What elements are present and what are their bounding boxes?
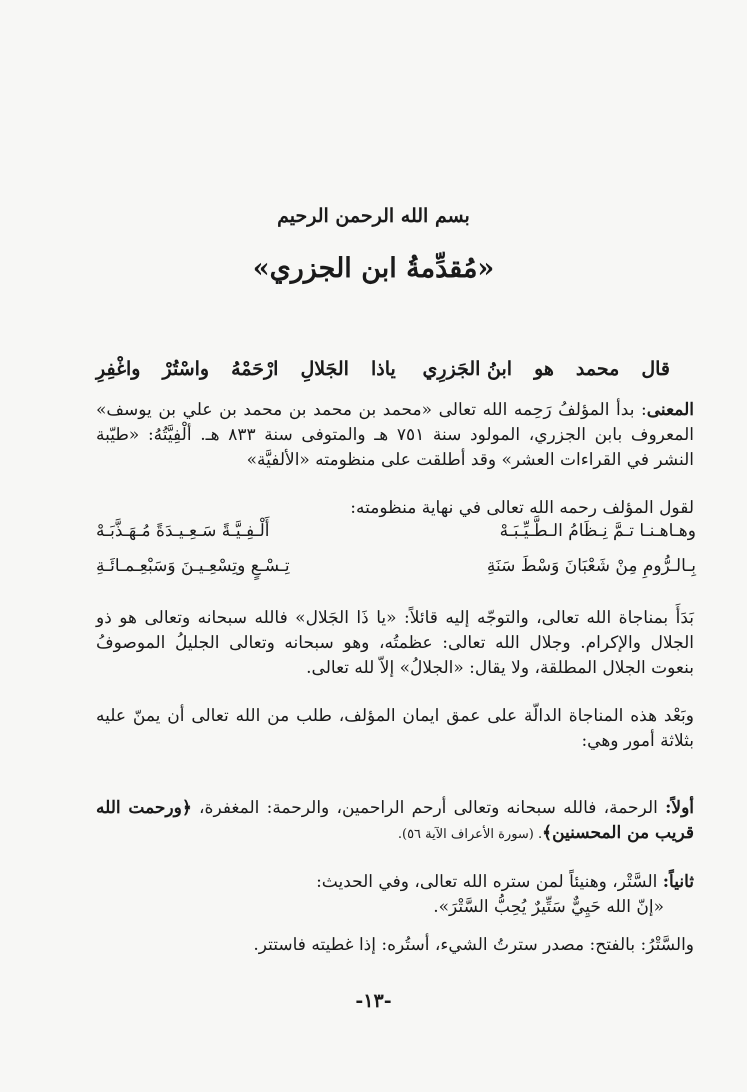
poem-hemistich: بِـالـرُّومِ مِنْ شَعْبَانَ وَسْطَ سَنَةِ: [486, 556, 696, 576]
verse-word: ياذا: [370, 358, 396, 380]
verse-word: واسْتُرْ: [162, 358, 210, 380]
paragraph-first-mercy: [96, 796, 694, 847]
poem-hemistich: تِـسْـعٍ وتِسْعِـيـنَ وَسَبْعِـمـائَـةِ: [96, 556, 290, 576]
poem-line-1: [96, 521, 696, 541]
meaning-text: : بدأ المؤلفُ رَحِمه الله تعالى «محمد بن محمد بن محمد بن علي بن يوسف» المعروف بابن الجزري، المولود سنة ٧٥١ هـ والمتوفى سنة ٨٣٣ هـ. ألْفِيَّتُهُ: «طيّبة النشر في القراءات العشر» وقد أطلقت على منظومته «الألفيَّة»: [96, 400, 694, 470]
poem-hemistich: وهـاهـنـا تـمَّ نِـظَامُ الـطَّـيِّـبَـهْ: [499, 521, 696, 541]
paragraph-second-covering: [96, 870, 694, 920]
basmala: بسم الله الرحمن الرحيم: [277, 205, 470, 227]
verse-word: واغْفِرِ: [96, 358, 141, 380]
meaning-label: المعنى: [646, 400, 694, 420]
verse-word: الجَلالِ: [300, 358, 349, 380]
page-title: «مُقدِّمةُ ابن الجزري»: [252, 253, 495, 284]
paragraph-requests: وبَعْد هذه المناجاة الدالّة على عمق ايمان المؤلف، طلب من الله تعالى أن يمنّ عليه بثلاثة أمور وهي:: [96, 706, 694, 751]
verse-word: محمد: [575, 358, 620, 380]
verse-word: هو: [534, 358, 554, 380]
citation-line: لقول المؤلف رحمه الله تعالى في نهاية منظومته:: [350, 498, 694, 518]
item-text: السَّتْر، وهنيئاً لمن ستره الله تعالى، وفي الحديث:: [316, 872, 663, 892]
poem-line-2: [96, 556, 696, 576]
item-label: ثانياً:: [662, 872, 694, 892]
item-label: أولاً:: [665, 798, 694, 818]
verse-word: ابنُ الجَزرِي: [422, 358, 513, 380]
paragraph-invocation: بَدَأَ بمناجاة الله تعالى، والتوجّه إليه قائلاً: «يا ذَا الجَلال» فالله سبحانه وتعالى هو ذو الجلال والإكرام. وجلال الله تعالى: عظمتُه، وهو سبحانه وتعالى الجليلُ الموصوفُ بنعوت الجلال المطلقة، ولا يقال: «الجلالُ» إلاّ لله تعالى.: [96, 608, 695, 678]
verse-word: قال: [641, 358, 670, 380]
meaning-paragraph: [96, 398, 694, 473]
verse-word: ارْحَمْهُ: [231, 358, 279, 380]
surah-reference: . (سورة الأعراف الآية ٥٦).: [397, 827, 543, 842]
paragraph-definition: والسَّتْرُ: بالفتح: مصدر سترتُ الشيء، أستُره: إذا غطيته فاستتر.: [253, 935, 694, 955]
hadith-quote: «إنّ الله حَيِيٌّ سَتِّيرٌ يُحِبُّ السَّتْرَ».: [433, 897, 664, 917]
verse-right-hemistich: [423, 358, 670, 380]
page-number: -١٣-: [355, 990, 392, 1012]
quran-quote: ﴿ورحمت الله قريب من المحسنين﴾: [96, 798, 694, 843]
verse-left-hemistich: [96, 358, 396, 380]
verse-line: [96, 358, 670, 380]
item-text: الرحمة، فالله سبحانه وتعالى أرحم الراحمين، والرحمة: المغفرة،: [191, 798, 666, 818]
poem-hemistich: أَلْـفِـيَّـةً سَـعِـيـدَةً مُـهَـذَّبَـهْ: [96, 521, 270, 541]
